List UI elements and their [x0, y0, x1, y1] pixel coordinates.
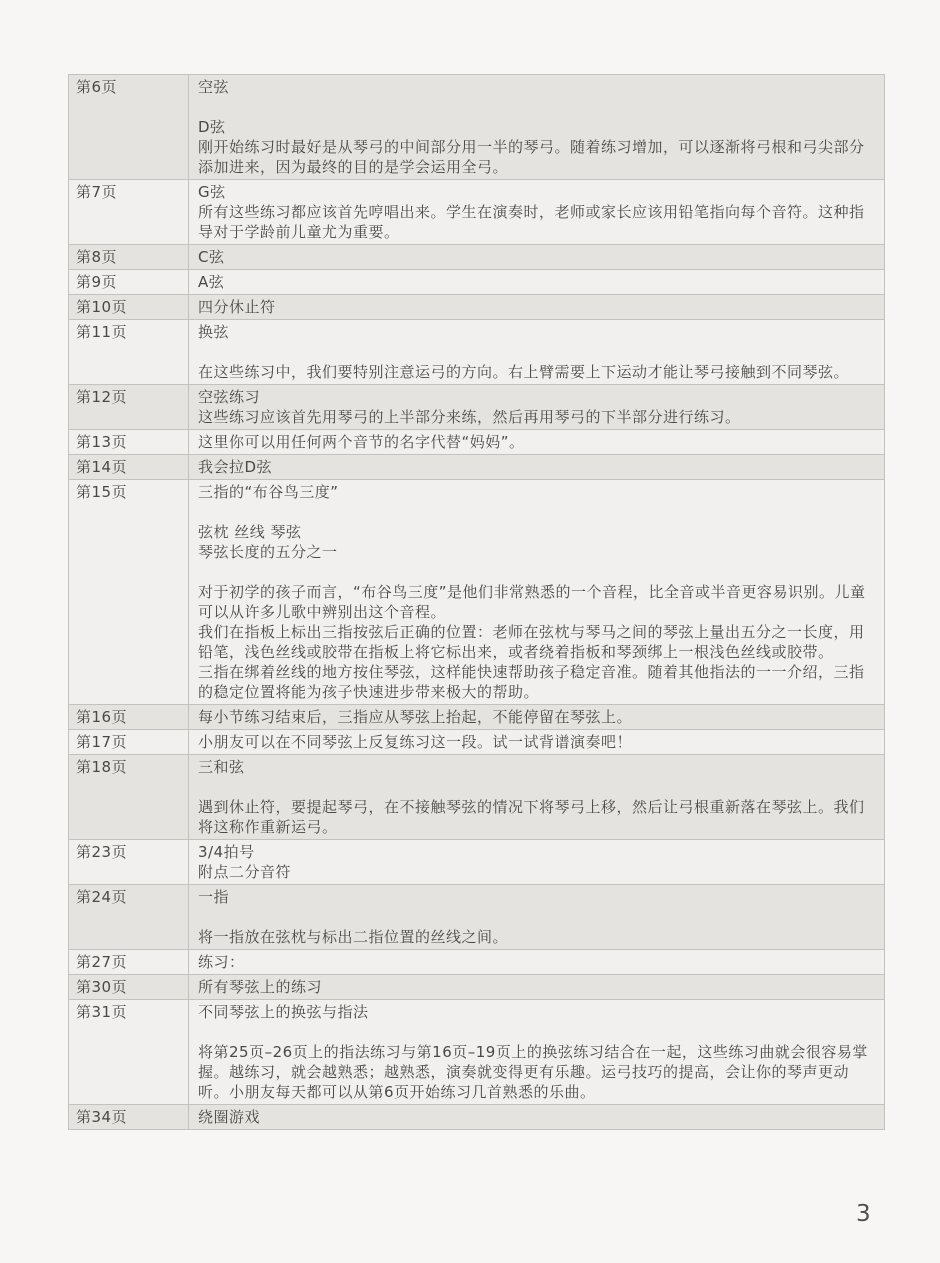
content-cell — [189, 245, 884, 269]
table-row — [69, 455, 884, 480]
content-cell — [189, 270, 884, 294]
content-cell — [189, 975, 884, 999]
content-cell — [189, 1000, 884, 1104]
page-cell: 第12页 — [69, 385, 189, 429]
table-row — [69, 975, 884, 1000]
content-line: 三指的“布谷鸟三度” — [198, 483, 339, 501]
content-line: 将一指放在弦枕与标出二指位置的丝线之间。 — [198, 928, 509, 946]
content-line: G弦 — [198, 183, 226, 201]
table-row — [69, 295, 884, 320]
content-line: 小朋友可以在不同琴弦上反复练习这一段。试一试背谱演奏吧！ — [198, 733, 633, 751]
content-cell — [189, 320, 884, 384]
content-cell — [189, 430, 884, 454]
content-line — [198, 562, 874, 582]
content-line: 一指 — [198, 888, 230, 906]
content-cell — [189, 730, 884, 754]
content-line: 附点二分音符 — [198, 863, 292, 881]
content-line: 3/4拍号 — [198, 843, 255, 861]
page-cell: 第6页 — [69, 75, 189, 179]
table-row — [69, 1105, 884, 1129]
content-line: 遇到休止符，要提起琴弓，在不接触琴弦的情况下将琴弓上移，然后让弓根重新落在琴弦上。我们将这称作重新运弓。 — [198, 798, 865, 836]
table-row — [69, 180, 884, 245]
table-row — [69, 430, 884, 455]
content-line: D弦 — [198, 118, 226, 136]
content-line: 所有琴弦上的练习 — [198, 978, 323, 996]
page-cell: 第34页 — [69, 1105, 189, 1129]
page-cell: 第30页 — [69, 975, 189, 999]
content-cell — [189, 180, 884, 244]
content-cell — [189, 480, 884, 704]
content-line: 空弦 — [198, 78, 230, 96]
page-cell: 第27页 — [69, 950, 189, 974]
content-cell — [189, 705, 884, 729]
page-cell: 第14页 — [69, 455, 189, 479]
table-row — [69, 75, 884, 180]
table-row — [69, 840, 884, 885]
content-cell — [189, 840, 884, 884]
table-row — [69, 950, 884, 975]
content-line: 绕圈游戏 — [198, 1108, 261, 1126]
page-cell: 第11页 — [69, 320, 189, 384]
content-line — [198, 777, 874, 797]
contents-table — [68, 74, 885, 1130]
table-row — [69, 755, 884, 840]
page-cell: 第23页 — [69, 840, 189, 884]
page-cell: 第31页 — [69, 1000, 189, 1104]
page-cell: 第18页 — [69, 755, 189, 839]
content-cell — [189, 295, 884, 319]
content-line: 练习： — [198, 953, 245, 971]
content-line: 换弦 — [198, 323, 230, 341]
content-line: 这些练习应该首先用琴弓的上半部分来练，然后再用琴弓的下半部分进行练习。 — [198, 408, 741, 426]
table-row — [69, 245, 884, 270]
content-cell — [189, 385, 884, 429]
table-row — [69, 385, 884, 430]
content-line — [198, 907, 874, 927]
page-cell: 第7页 — [69, 180, 189, 244]
content-cell — [189, 75, 884, 179]
content-cell — [189, 755, 884, 839]
content-line — [198, 97, 874, 117]
page-cell: 第10页 — [69, 295, 189, 319]
content-line: 四分休止符 — [198, 298, 276, 316]
content-cell — [189, 455, 884, 479]
content-cell — [189, 885, 884, 949]
table-row — [69, 480, 884, 705]
page-cell: 第13页 — [69, 430, 189, 454]
page-number: 3 — [856, 1201, 872, 1227]
content-line: A弦 — [198, 273, 225, 291]
page-cell: 第16页 — [69, 705, 189, 729]
page-cell: 第24页 — [69, 885, 189, 949]
content-line: 三和弦 — [198, 758, 245, 776]
content-line — [198, 342, 874, 362]
content-line — [198, 1022, 874, 1042]
content-line: 不同琴弦上的换弦与指法 — [198, 1003, 369, 1021]
content-line: 将第25页–26页上的指法练习与第16页–19页上的换弦练习结合在一起，这些练习曲就会很容易掌握。越练习，就会越熟悉；越熟悉，演奏就变得更有乐趣。运弓技巧的提高，会让你的琴声更动听。小朋友每天都可以从第6页开始练习几首熟悉的乐曲。 — [198, 1043, 868, 1101]
content-line: 我会拉D弦 — [198, 458, 273, 476]
page-cell: 第8页 — [69, 245, 189, 269]
content-line: 弦枕 丝线 琴弦 — [198, 523, 302, 541]
content-line: 每小节练习结束后，三指应从琴弦上抬起，不能停留在琴弦上。 — [198, 708, 633, 726]
content-line: 对于初学的孩子而言，“布谷鸟三度”是他们非常熟悉的一个音程，比全音或半音更容易识别。儿童可以从许多儿歌中辨别出这个音程。 — [198, 583, 866, 621]
table-row — [69, 320, 884, 385]
content-line: C弦 — [198, 248, 225, 266]
table-row — [69, 1000, 884, 1105]
content-line: 我们在指板上标出三指按弦后正确的位置：老师在弦枕与琴马之间的琴弦上量出五分之一长度，用铅笔，浅色丝线或胶带在指板上将它标出来，或者绕着指板和琴颈绑上一根浅色丝线或胶带。 — [198, 623, 865, 661]
content-cell — [189, 950, 884, 974]
content-line: 刚开始练习时最好是从琴弓的中间部分用一半的琴弓。随着练习增加，可以逐渐将弓根和弓尖部分添加进来，因为最终的目的是学会运用全弓。 — [198, 138, 865, 176]
table-row — [69, 885, 884, 950]
content-line: 三指在绑着丝线的地方按住琴弦，这样能快速帮助孩子稳定音准。随着其他指法的一一介绍，三指的稳定位置将能为孩子快速进步带来极大的帮助。 — [198, 663, 865, 701]
table-row — [69, 270, 884, 295]
page-cell: 第15页 — [69, 480, 189, 704]
content-line: 所有这些练习都应该首先哼唱出来。学生在演奏时，老师或家长应该用铅笔指向每个音符。这种指导对于学龄前儿童尤为重要。 — [198, 203, 865, 241]
content-line: 琴弦长度的五分之一 — [198, 543, 338, 561]
content-cell — [189, 1105, 884, 1129]
page-cell: 第9页 — [69, 270, 189, 294]
content-line: 在这些练习中，我们要特别注意运弓的方向。右上臂需要上下运动才能让琴弓接触到不同琴弦。 — [198, 363, 850, 381]
page-cell: 第17页 — [69, 730, 189, 754]
table-row — [69, 705, 884, 730]
content-line — [198, 502, 874, 522]
content-line: 这里你可以用任何两个音节的名字代替“妈妈”。 — [198, 433, 525, 451]
table-row — [69, 730, 884, 755]
content-line: 空弦练习 — [198, 388, 261, 406]
